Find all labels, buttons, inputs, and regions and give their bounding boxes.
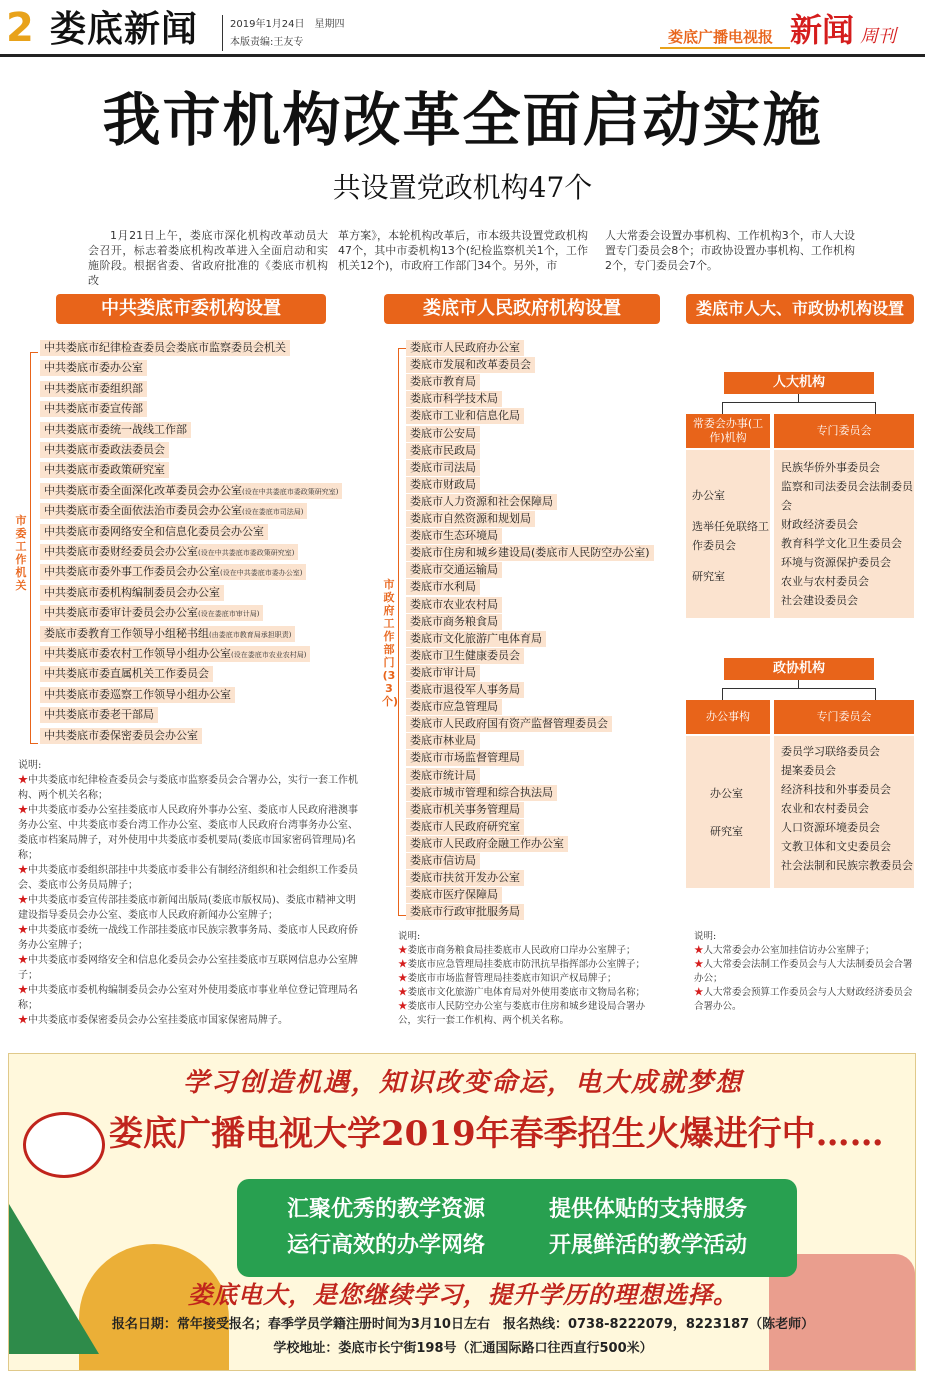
gov-note-item: ★娄底市市场监督管理局挂娄底市知识产权局牌子； xyxy=(398,973,617,984)
party-org-item xyxy=(40,544,298,560)
brand-news-logo: 新闻 xyxy=(790,11,855,49)
party-org-name: 中共娄底市委宣传部 xyxy=(44,402,143,416)
party-org-name: 中共娄底市委机构编制委员会办公室 xyxy=(44,585,220,599)
party-org-name: 中共娄底市委保密委员会办公室 xyxy=(44,728,198,742)
gov-org-item: 娄底市扶贫开发办公室 xyxy=(406,870,524,886)
renda-committee-item: 农业与农村委员会 xyxy=(781,575,869,588)
party-note-item: ★中共娄底市委宣传部挂娄底市新闻出版局(娄底市版权局)、娄底市精神文明建设指导委员会办公室、娄底市人民政府新闻办公室牌子； xyxy=(18,895,356,921)
party-org-item xyxy=(40,462,169,478)
gov-org-item: 娄底市城市管理和综合执法局 xyxy=(406,785,557,801)
gov-org-item: 娄底市发展和改革委员会 xyxy=(406,357,535,373)
renda-title: 人大机构 xyxy=(724,372,874,394)
party-org-item xyxy=(40,605,263,621)
party-org-name: 中共娄底市委农村工作领导小组办公室 xyxy=(44,647,231,660)
npc-note-item: ★人大常委会法制工作委员会与人大法制委员会合署办公； xyxy=(694,959,913,984)
npc-section-banner: 娄底市人大、市政协机构设置 xyxy=(686,294,914,324)
gov-org-item: 娄底市民政局 xyxy=(406,443,480,459)
party-org-item xyxy=(40,728,202,744)
gov-notes xyxy=(398,930,663,1028)
gov-org-item: 娄底市人民政府国有资产监督管理委员会 xyxy=(406,716,612,732)
party-org-item xyxy=(40,381,147,397)
star-icon: ★ xyxy=(694,959,704,970)
star-icon: ★ xyxy=(398,987,408,998)
ad-features-panel xyxy=(237,1179,797,1277)
gov-org-item: 娄底市人民政府办公室 xyxy=(406,340,524,356)
intro-paragraph-3: 人大常委会设置办事机构、工作机构3个，市人大设置专门委员会8个；市政协设置办事机构、工作机构2个，专门委员会7个。 xyxy=(605,229,855,272)
zhengxie-right-list xyxy=(774,736,914,888)
star-icon: ★ xyxy=(18,775,28,786)
zhengxie-connector xyxy=(798,680,799,688)
zhengxie-office-item: 办公室 xyxy=(710,787,743,800)
npc-note-item: ★人大常委会办公室加挂信访办公室牌子； xyxy=(694,945,875,956)
gov-notes-title: 说明: xyxy=(398,931,421,942)
party-org-name: 中共娄底市委组织部 xyxy=(44,381,143,395)
party-org-name: 中共娄底市委老干部局 xyxy=(44,708,154,722)
ad-feature-1: 汇聚优秀的教学资源 xyxy=(287,1197,486,1222)
party-org-name: 中共娄底市委统一战线工作部 xyxy=(44,422,187,436)
star-icon: ★ xyxy=(398,959,408,970)
renda-committee-item: 社会建设委员会 xyxy=(781,594,858,607)
gov-org-item: 娄底市林业局 xyxy=(406,733,480,749)
gov-note-item: ★娄底市商务粮食局挂娄底市人民政府口岸办公室牌子； xyxy=(398,945,636,956)
party-org-name: 中共娄底市委审计委员会办公室 xyxy=(44,606,198,620)
party-org-name: 中共娄底市委巡察工作领导小组办公室 xyxy=(44,687,231,701)
renda-committee-item: 环境与资源保护委员会 xyxy=(781,556,891,569)
zhengxie-left-head: 办公事构 xyxy=(686,700,770,734)
renda-connector-h xyxy=(722,402,876,403)
ad-info-line-1: 报名日期：常年接受报名；春季学员学籍注册时间为3月10日左右 报名热线：0738-8222079，8223187（陈老师） xyxy=(111,1317,815,1332)
party-org-name: 中共娄底市委网络安全和信息化委员会办公室 xyxy=(44,524,264,538)
party-note-item: ★中共娄底市委统一战线工作部挂娄底市民族宗教事务局、娄底市人民政府侨务办公室牌子； xyxy=(18,925,358,951)
gov-org-item: 娄底市应急管理局 xyxy=(406,699,502,715)
renda-left-list xyxy=(686,450,770,618)
gov-org-item: 娄底市公安局 xyxy=(406,426,480,442)
party-org-item xyxy=(40,422,191,438)
renda-office-item: 办公室 xyxy=(692,489,725,502)
advertisement[interactable] xyxy=(8,1053,916,1371)
gov-org-item: 娄底市人力资源和社会保障局 xyxy=(406,494,557,510)
gov-org-item: 娄底市自然资源和规划局 xyxy=(406,511,535,527)
issue-date: 2019年1月24日 星期四 xyxy=(230,19,345,30)
party-org-item xyxy=(40,524,268,540)
party-notes xyxy=(18,758,363,1028)
renda-office-item: 选举任免联络工作委员会 xyxy=(692,520,769,552)
gov-org-item: 娄底市退役军人事务局 xyxy=(406,682,524,698)
gov-note-item: ★娄底市文化旅游广电体育局对外使用娄底市文物局名称； xyxy=(398,987,646,998)
gov-note-item: ★娄底市应急管理局挂娄底市防汛抗旱指挥部办公室牌子； xyxy=(398,959,646,970)
renda-committee-item: 教育科学文化卫生委员会 xyxy=(781,537,902,550)
zhengxie-committee-item: 提案委员会 xyxy=(781,764,836,777)
party-org-name: 中共娄底市委直属机关工作委员会 xyxy=(44,667,209,681)
star-icon: ★ xyxy=(398,945,408,956)
gov-org-item: 娄底市信访局 xyxy=(406,853,480,869)
npc-notes-title: 说明: xyxy=(694,931,717,942)
party-note-item: ★中共娄底市纪律检查委员会与娄底市监察委员会合署办公，实行一套工作机构、两个机关名称； xyxy=(18,775,358,801)
gov-org-item: 娄底市人民政府研究室 xyxy=(406,819,524,835)
npc-note-item: ★人大常委会预算工作委员会与人大财政经济委员会合署办公。 xyxy=(694,987,913,1012)
gov-org-item: 娄底市农业农村局 xyxy=(406,597,502,613)
star-icon: ★ xyxy=(398,1001,408,1012)
party-org-note: (设在娄底市农业农村局) xyxy=(231,651,307,659)
ad-tagline: 娄底电大，是您继续学习，提升学历的理想选择。 xyxy=(188,1280,738,1309)
party-notes-title: 说明: xyxy=(18,760,42,771)
party-org-name: 中共娄底市委政策研究室 xyxy=(44,463,165,477)
party-org-item xyxy=(40,585,224,601)
party-side-label: 市委工作机关 xyxy=(15,514,27,592)
party-note-item: ★中共娄底市委网络安全和信息化委员会办公室挂娄底市互联网信息办公室牌子； xyxy=(18,955,358,981)
subheadline: 共设置党政机构47个 xyxy=(332,171,593,204)
brand-weekly: 周刊 xyxy=(860,26,896,47)
party-org-item xyxy=(40,360,147,376)
gov-org-item: 娄底市统计局 xyxy=(406,768,480,784)
party-org-name: 中共娄底市委政法委员会 xyxy=(44,443,165,456)
zhengxie-office-item: 研究室 xyxy=(710,825,743,838)
gov-bracket xyxy=(398,348,406,916)
party-org-item xyxy=(40,483,342,499)
party-org-note: (由娄底市教育局承担职责) xyxy=(209,630,292,639)
gov-side-label: 市政府工作部门(33个) xyxy=(382,578,399,708)
party-org-item xyxy=(40,340,290,356)
gov-org-item: 娄底市市场监督管理局 xyxy=(406,750,524,766)
zhengxie-committee-item: 人口资源环境委员会 xyxy=(781,821,880,834)
zhengxie-committee-item: 经济科技和外事委员会 xyxy=(781,783,891,796)
page-number: 2 xyxy=(6,5,34,51)
party-org-name: 中共娄底市委外事工作委员会办公室 xyxy=(44,565,220,579)
renda-right-list xyxy=(774,450,914,618)
star-icon: ★ xyxy=(18,805,28,816)
party-org-name: 中共娄底市委全面深化改革委员会办公室 xyxy=(44,483,242,497)
party-note-item: ★中共娄底市委组织部挂中共娄底市委非公有制经济组织和社会组织工作委员会、娄底市公务员局牌子； xyxy=(18,865,358,891)
ad-slogan: 学习创造机遇，知识改变命运，电大成就梦想 xyxy=(182,1068,743,1098)
header-divider xyxy=(222,15,223,51)
renda-committee-item: 监察和司法委员会法制委员会 xyxy=(781,480,913,512)
party-org-name: 中共娄底市委财经委员会办公室 xyxy=(44,545,198,558)
intro-paragraph-1: 1月21日上午，娄底市深化机构改革动员大会召开，标志着娄底机构改革进入全面启动和实施阶段。根据省委、省政府批准的《娄底市机构改 xyxy=(88,229,328,287)
gov-org-item: 娄底市科学技术局 xyxy=(406,391,502,407)
zhengxie-left-list xyxy=(686,736,770,888)
page-editor: 本版责编:王友专 xyxy=(230,37,304,48)
star-icon: ★ xyxy=(18,925,28,936)
gov-section-banner: 娄底市人民政府机构设置 xyxy=(384,294,660,324)
party-bracket xyxy=(30,352,38,744)
header-rule xyxy=(0,54,925,57)
school-logo-icon xyxy=(23,1112,105,1178)
gov-org-item: 娄底市医疗保障局 xyxy=(406,887,502,903)
headline: 我市机构改革全面启动实施 xyxy=(102,86,823,154)
party-org-note: (设在中共娄底市委政策研究室) xyxy=(242,487,339,496)
renda-connector-r xyxy=(875,402,876,414)
gov-note-item: ★娄底市人民防空办公室与娄底市住房和城乡建设局合署办公，实行一套工作机构、两个机关名称。 xyxy=(398,1001,646,1026)
party-org-item xyxy=(40,666,213,682)
ad-title: 娄底广播电视大学2019年春季招生火爆进行中…… xyxy=(109,1114,884,1154)
star-icon: ★ xyxy=(18,955,28,966)
zhengxie-connector-r xyxy=(875,688,876,700)
gov-org-item: 娄底市工业和信息化局 xyxy=(406,408,524,424)
zhengxie-committee-item: 社会法制和民族宗教委员会 xyxy=(781,859,913,872)
zhengxie-connector-l xyxy=(722,688,723,700)
renda-connector xyxy=(798,394,799,402)
ad-feature-2: 提供体贴的支持服务 xyxy=(549,1197,748,1222)
party-org-item xyxy=(40,626,295,642)
party-section-banner: 中共娄底市委机构设置 xyxy=(56,294,326,324)
ad-feature-4: 开展鲜活的教学活动 xyxy=(549,1233,748,1258)
party-note-item: ★中共娄底市委办公室挂娄底市人民政府外事办公室、娄底市人民政府港澳事务办公室、中共娄底市委台湾工作办公室、娄底市人民政府台湾事务办公室、娄底市档案局牌子，对外使用中共娄底市委机要局(娄底市国家密码管理局)名称； xyxy=(18,805,358,861)
intro-paragraph-2: 革方案》，本轮机构改革后，市本级共设置党政机构47个，其中市委机构13个(纪检监察机关1个，工作机关12个)，市政府工作部门34个。另外，市 xyxy=(338,229,588,272)
star-icon: ★ xyxy=(398,973,408,984)
renda-committee-item: 民族华侨外事委员会 xyxy=(781,461,880,474)
gov-org-item: 娄底市审计局 xyxy=(406,665,480,681)
party-org-item xyxy=(40,707,158,723)
npc-notes xyxy=(694,930,916,1014)
party-note-item: ★中共娄底市委保密委员会办公室挂娄底市国家保密局牌子。 xyxy=(18,1015,288,1026)
party-note-item: ★中共娄底市委机构编制委员会办公室对外使用娄底市事业单位登记管理局名称； xyxy=(18,985,358,1011)
gov-org-item: 娄底市机关事务管理局 xyxy=(406,802,524,818)
page-section-name: 娄底新闻 xyxy=(50,9,199,50)
party-org-item xyxy=(40,687,235,703)
party-org-name: 中共娄底市纪律检查委员会娄底市监察委员会机关 xyxy=(44,341,286,354)
zhengxie-right-head: 专门委员会 xyxy=(774,700,914,734)
star-icon: ★ xyxy=(694,945,704,956)
party-org-item xyxy=(40,564,306,580)
party-org-note: (设在中共娄底市委政策研究室) xyxy=(198,549,295,557)
star-icon: ★ xyxy=(18,985,28,996)
gov-org-item: 娄底市司法局 xyxy=(406,460,480,476)
renda-right-head: 专门委员会 xyxy=(774,414,914,448)
star-icon: ★ xyxy=(18,1015,28,1026)
gov-org-item: 娄底市住房和城乡建设局(娄底市人民防空办公室) xyxy=(406,545,654,561)
gov-org-item: 娄底市商务粮食局 xyxy=(406,614,502,630)
star-icon: ★ xyxy=(18,865,28,876)
brand-name: 娄底广播电视报 xyxy=(668,28,774,46)
party-org-name: 中共娄底市委全面依法治市委员会办公室 xyxy=(44,504,242,518)
renda-left-head: 常委会办事(工作)机构 xyxy=(686,414,770,448)
party-org-item xyxy=(40,503,307,519)
gov-org-item: 娄底市交通运输局 xyxy=(406,562,502,578)
party-org-note: (设在娄底市审计局) xyxy=(198,610,260,619)
renda-office-item: 研究室 xyxy=(692,570,725,583)
star-icon: ★ xyxy=(694,987,704,998)
party-org-note: (设在娄底市司法局) xyxy=(242,508,304,517)
gov-org-item: 娄底市水利局 xyxy=(406,579,480,595)
party-org-name: 中共娄底市委办公室 xyxy=(44,361,143,375)
gov-org-item: 娄底市生态环境局 xyxy=(406,528,502,544)
gov-org-item: 娄底市行政审批服务局 xyxy=(406,904,524,920)
zhengxie-committee-item: 农业和农村委员会 xyxy=(781,802,869,815)
zhengxie-title: 政协机构 xyxy=(724,658,874,680)
ad-feature-3: 运行高效的办学网络 xyxy=(287,1233,486,1258)
gov-org-item: 娄底市财政局 xyxy=(406,477,480,493)
zhengxie-connector-h xyxy=(722,688,876,689)
party-org-note: (设在中共娄底市委办公室) xyxy=(220,569,303,578)
party-org-name: 娄底市委教育工作领导小组秘书组 xyxy=(44,626,209,640)
party-org-item xyxy=(40,401,147,417)
party-org-item xyxy=(40,646,310,662)
renda-connector-l xyxy=(722,402,723,414)
renda-committee-item: 财政经济委员会 xyxy=(781,518,858,531)
gov-org-item: 娄底市文化旅游广电体育局 xyxy=(406,631,546,647)
party-org-item xyxy=(40,442,169,458)
gov-org-item: 娄底市卫生健康委员会 xyxy=(406,648,524,664)
zhengxie-committee-item: 文教卫体和文史委员会 xyxy=(781,840,891,853)
star-icon: ★ xyxy=(18,895,28,906)
ad-info-line-2: 学校地址：娄底市长宁街198号（汇通国际路口往西直行500米） xyxy=(273,1341,653,1356)
gov-org-item: 娄底市教育局 xyxy=(406,374,480,390)
gov-org-item: 娄底市人民政府金融工作办公室 xyxy=(406,836,568,852)
zhengxie-committee-item: 委员学习联络委员会 xyxy=(781,745,880,758)
